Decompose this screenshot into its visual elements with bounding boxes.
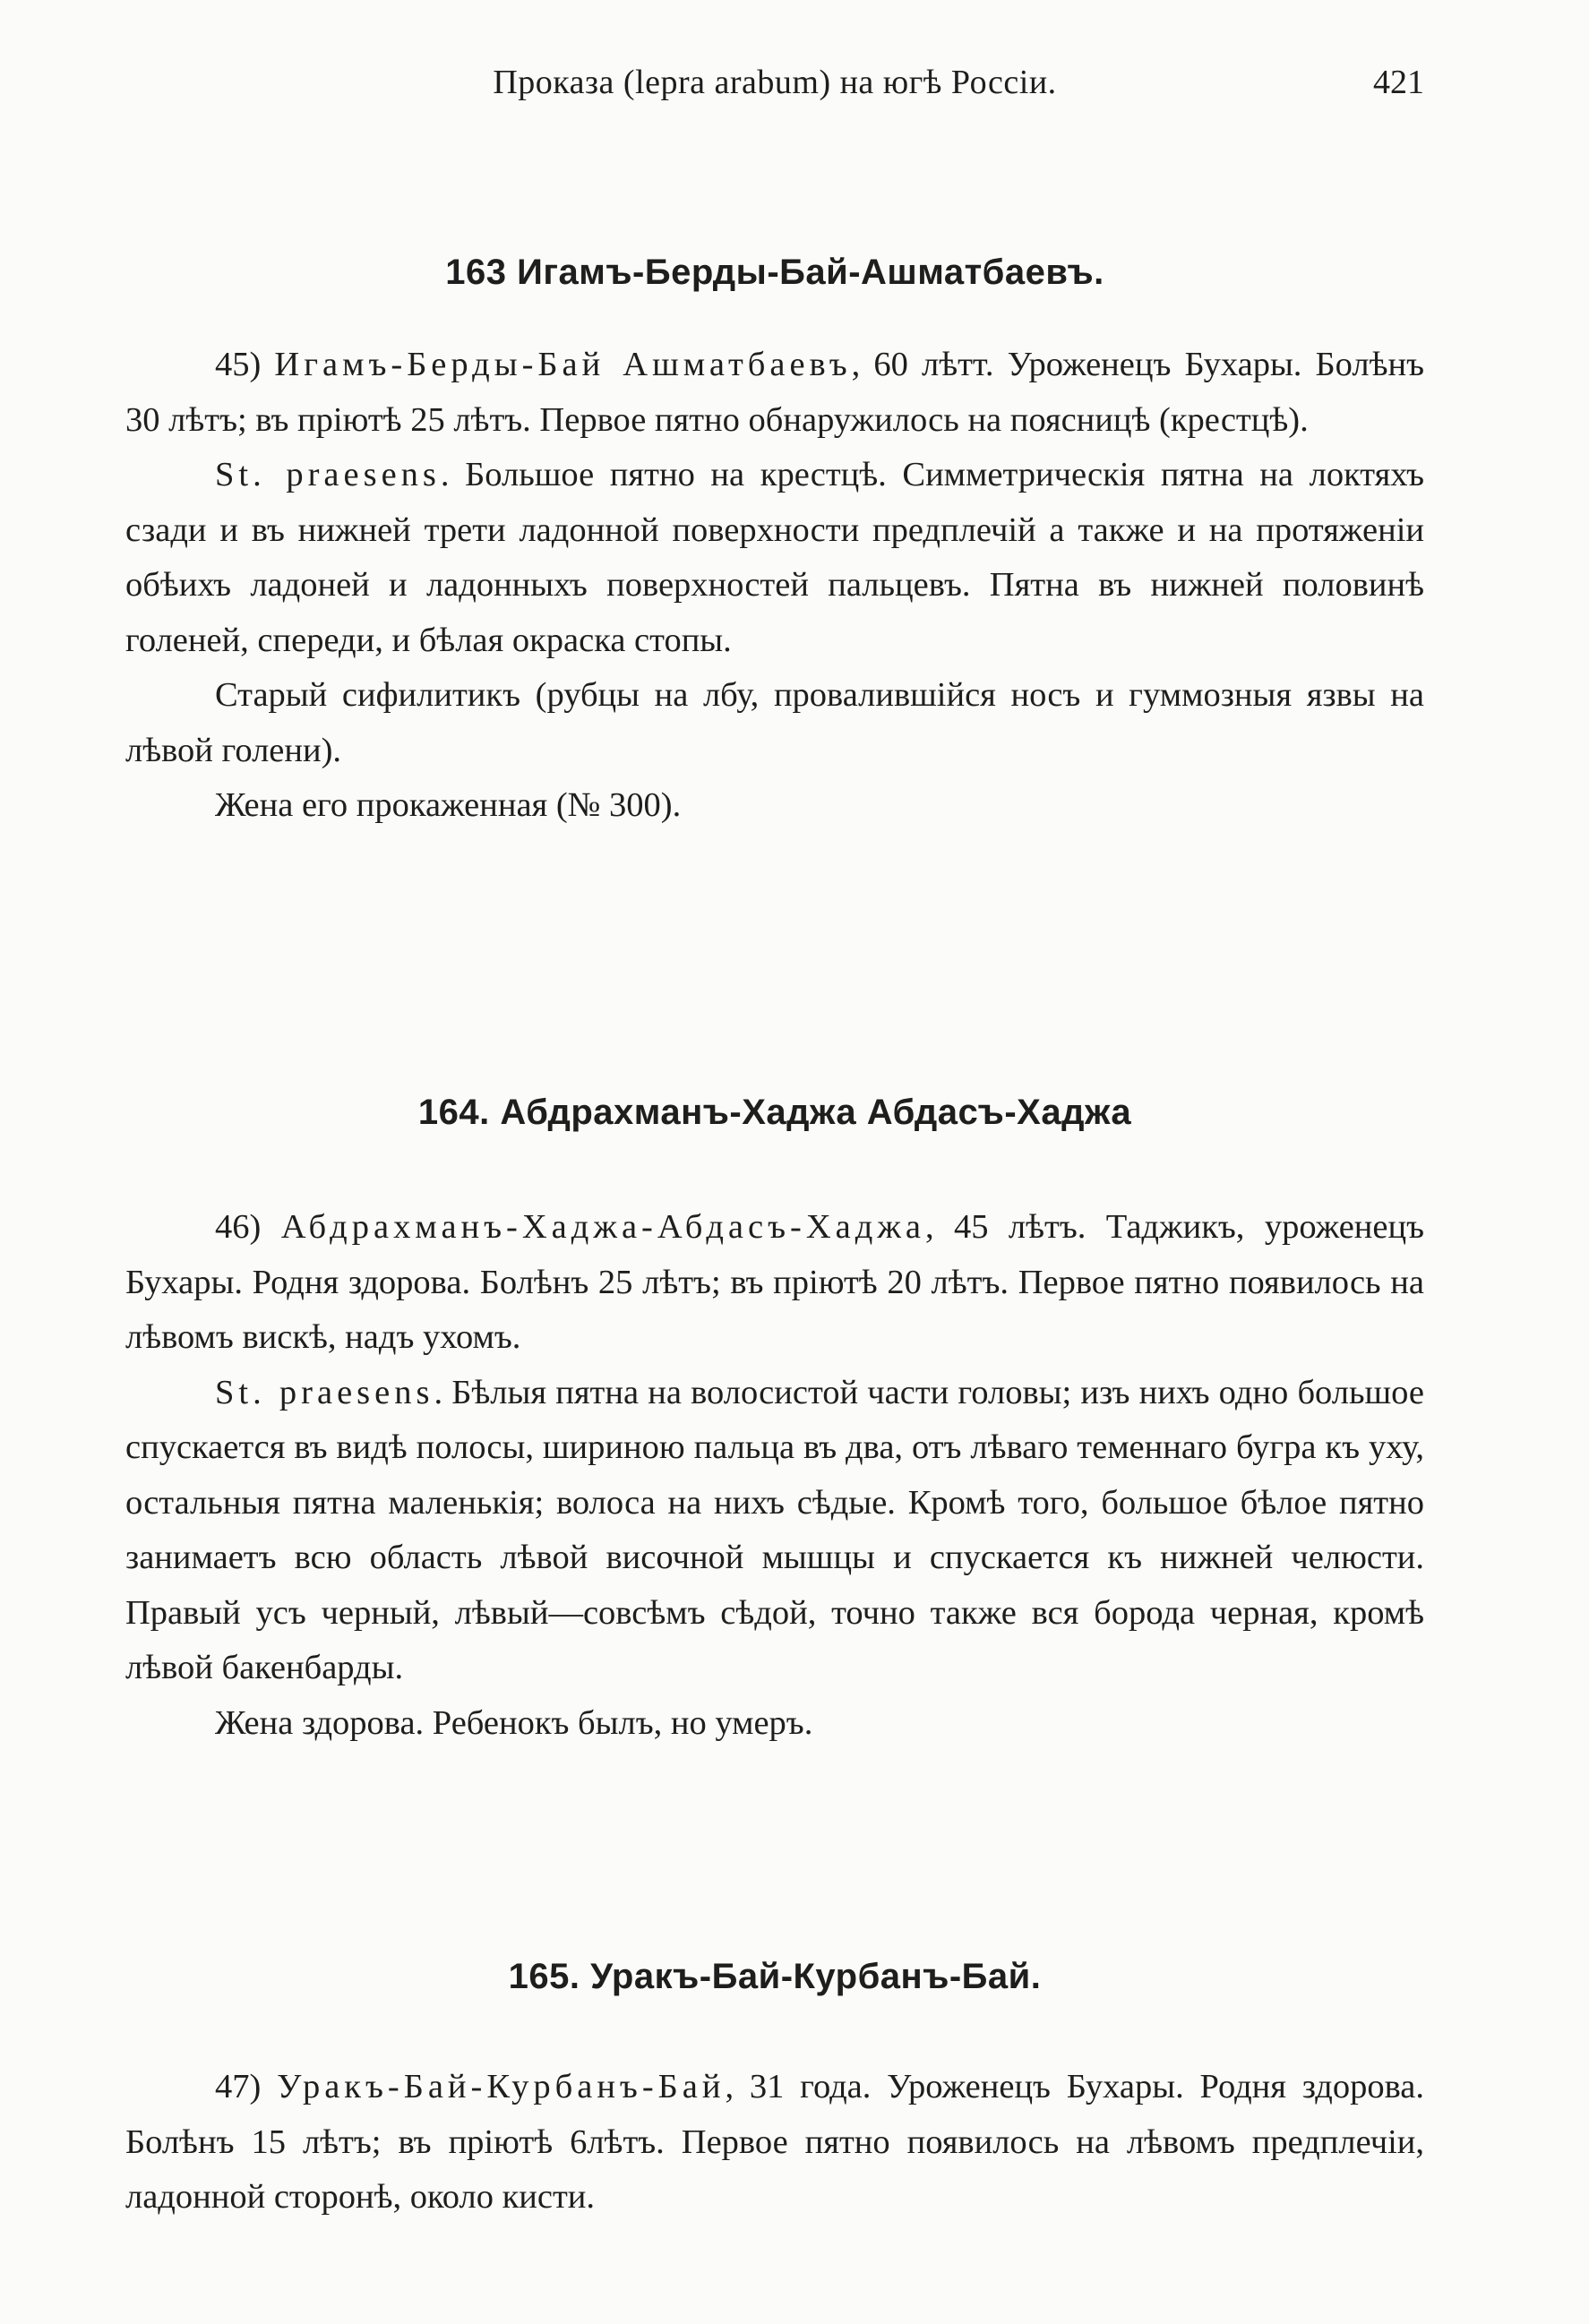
running-header	[125, 63, 1424, 116]
case-heading-165: 165. Уракъ-Бай-Курбанъ-Бай.	[508, 1957, 1042, 1996]
running-title: Проказа (lepra arabum) на югѣ Россіи.	[493, 64, 1057, 101]
case-heading-164: 164. Абдрахманъ-Хаджа Абдасъ-Хаджа	[417, 1093, 1132, 1132]
paragraph-text: . Большое пятно на крестцѣ. Симметрическія пятна на локтяхъ сзади и въ нижней трети ладонной поверхности предплечій а также и на протяженіи обѣихъ ладоней и ладонныхъ поверхностей пальцевъ. Пятна въ нижней половинѣ голеней, спереди, и бѣлая окраска стопы.	[125, 456, 1424, 659]
paragraph-text: . Бѣлыя пятна на волосистой части головы; изъ нихъ одно большое спускается въ видѣ полосы, шириною пальца въ два, отъ лѣваго теменнаго бугра къ уху, остальныя пятна маленькія; волоса на нихъ сѣдые. Кромѣ того, большое бѣлое пятно занимаетъ всю область лѣвой височной мышцы и спускается къ нижней челюсти. Правый усъ черный, лѣвый—совсѣмъ сѣдой, точно также вся борода черная, кромѣ лѣвой бакенбарды.	[125, 1373, 1424, 1686]
case-paragraph	[125, 1366, 1424, 1696]
paragraph-text: Жена здорова. Ребенокъ былъ, но умеръ.	[215, 1703, 813, 1742]
case-body-164	[125, 1200, 1424, 1751]
paragraph-text: , 60 лѣтт. Уроженецъ Бухары. Болѣнъ 30 лѣтъ; въ пріютѣ 25 лѣтъ. Первое пятно обнаружилось на поясницѣ (крестцѣ).	[125, 346, 1425, 439]
paragraph-text: , 31 года. Уроженецъ Бухары. Родня здорова. Болѣнъ 15 лѣтъ; въ пріютѣ 6лѣтъ. Первое пятно появилось на лѣвомъ предплечіи, ладонной сторонѣ, около кисти.	[125, 2068, 1424, 2216]
patient-name: Абдрахманъ-Хаджа-Абдасъ-Хаджа	[280, 1208, 926, 1246]
case-paragraph	[125, 1696, 1424, 1752]
paragraph-text: Жена его прокаженная (№ 300).	[215, 786, 682, 824]
case-heading-163: 163 Игамъ-Берды-Бай-Ашматбаевъ.	[445, 253, 1104, 292]
case-number: 47)	[215, 2068, 278, 2105]
case-body-165	[125, 2060, 1424, 2225]
patient-name: Игамъ-Берды-Бай Ашматбаевъ	[274, 346, 852, 383]
case-paragraph	[125, 448, 1424, 668]
case-body-163	[125, 338, 1424, 834]
case-number: 46)	[215, 1208, 281, 1246]
paragraph-text: Старый сифилитикъ (рубцы на лбу, провалившійся носъ и гуммозныя язвы на лѣвой голени).	[125, 676, 1424, 769]
page-number: 421	[1373, 64, 1424, 101]
case-paragraph	[125, 338, 1424, 448]
case-paragraph	[125, 1200, 1424, 1366]
patient-name: Уракъ-Бай-Курбанъ-Бай	[277, 2068, 726, 2105]
case-paragraph	[125, 668, 1424, 778]
status-praesens-label: St. praesens	[215, 1373, 434, 1411]
case-number: 45)	[215, 346, 275, 383]
paragraph-text: , 45 лѣтъ. Таджикъ, уроженецъ Бухары. Родня здорова. Болѣнъ 25 лѣтъ; въ пріютѣ 20 лѣтъ. Первое пятно появилось на лѣвомъ вискѣ, надъ ухомъ.	[125, 1208, 1424, 1356]
case-paragraph	[125, 2060, 1424, 2225]
status-praesens-label: St. praesens	[215, 456, 441, 493]
case-paragraph	[125, 778, 1424, 834]
